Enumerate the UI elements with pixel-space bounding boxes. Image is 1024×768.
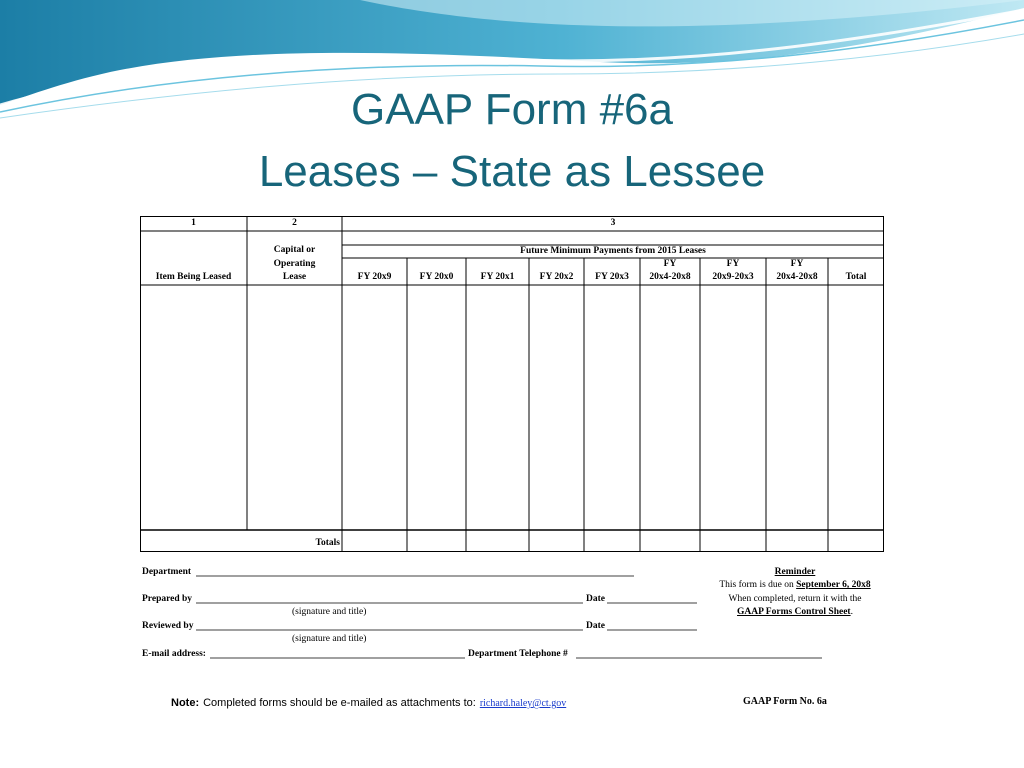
capital-header-line2: Operating: [273, 259, 316, 269]
column-number-3: 3: [610, 218, 616, 228]
note-label: Note:: [171, 697, 200, 709]
capital-header-line3: Lease: [282, 272, 307, 282]
reviewed-by-field[interactable]: [196, 618, 583, 630]
reminder-return-line: When completed, return it with the: [728, 594, 862, 604]
footer-note: [171, 693, 566, 711]
reviewed-date-field[interactable]: [607, 618, 697, 630]
reviewed-by-label: Reviewed by: [142, 621, 194, 631]
reminder-due-prefix: This form is due on: [719, 580, 797, 590]
fy-header-3: FY 20x1: [480, 272, 515, 282]
totals-label: Totals: [315, 538, 340, 548]
reminder-heading: Reminder: [774, 567, 816, 577]
total-header: Total: [845, 272, 867, 282]
fy-header-1: FY 20x9: [357, 272, 392, 282]
prepared-date-label: Date: [586, 594, 605, 604]
email-field[interactable]: [210, 646, 465, 658]
fy-header-8-top: FY: [790, 259, 804, 269]
control-sheet-period: .: [850, 607, 853, 617]
reviewed-signature-hint: (signature and title): [292, 634, 367, 644]
reminder-due-date: September 6, 20x8: [796, 580, 871, 590]
fy-header-4: FY 20x2: [539, 272, 574, 282]
department-field[interactable]: [196, 564, 634, 576]
note-text: Completed forms should be e-mailed as attachments to:: [203, 697, 476, 709]
prepared-date-field[interactable]: [607, 591, 697, 603]
prepared-by-label: Prepared by: [142, 594, 193, 604]
fy-header-7-top: FY: [726, 259, 740, 269]
reminder-control-sheet-line: [700, 607, 890, 617]
email-label: E-mail address:: [142, 649, 206, 659]
telephone-label: Department Telephone #: [468, 649, 568, 659]
control-sheet-link: GAAP Forms Control Sheet: [737, 607, 851, 617]
email-link[interactable]: richard.haley@ct.gov: [479, 698, 567, 709]
reminder-due-line: [700, 580, 890, 590]
page-title: GAAP Form #6a: [351, 85, 673, 134]
item-being-leased-header: Item Being Leased: [155, 272, 232, 282]
capital-header-line1: Capital or: [273, 245, 316, 255]
fy-header-5: FY 20x3: [595, 272, 629, 282]
prepared-by-field[interactable]: [196, 591, 583, 603]
fy-header-2: FY 20x0: [419, 272, 454, 282]
page-subtitle: Leases – State as Lessee: [258, 147, 766, 196]
fy-header-6: 20x4-20x8: [649, 272, 691, 282]
future-payments-header: Future Minimum Payments from 2015 Leases: [520, 246, 706, 256]
reviewed-date-label: Date: [586, 621, 605, 631]
department-label: Department: [142, 567, 192, 577]
fy-header-7: 20x9-20x3: [712, 272, 754, 282]
form-number: GAAP Form No. 6a: [743, 696, 827, 707]
telephone-field[interactable]: [576, 646, 822, 658]
column-number-2: 2: [292, 218, 297, 228]
column-number-1: 1: [191, 218, 196, 228]
prepared-signature-hint: (signature and title): [292, 607, 367, 617]
fy-header-8: 20x4-20x8: [776, 272, 818, 282]
fy-header-6-top: FY: [663, 259, 677, 269]
